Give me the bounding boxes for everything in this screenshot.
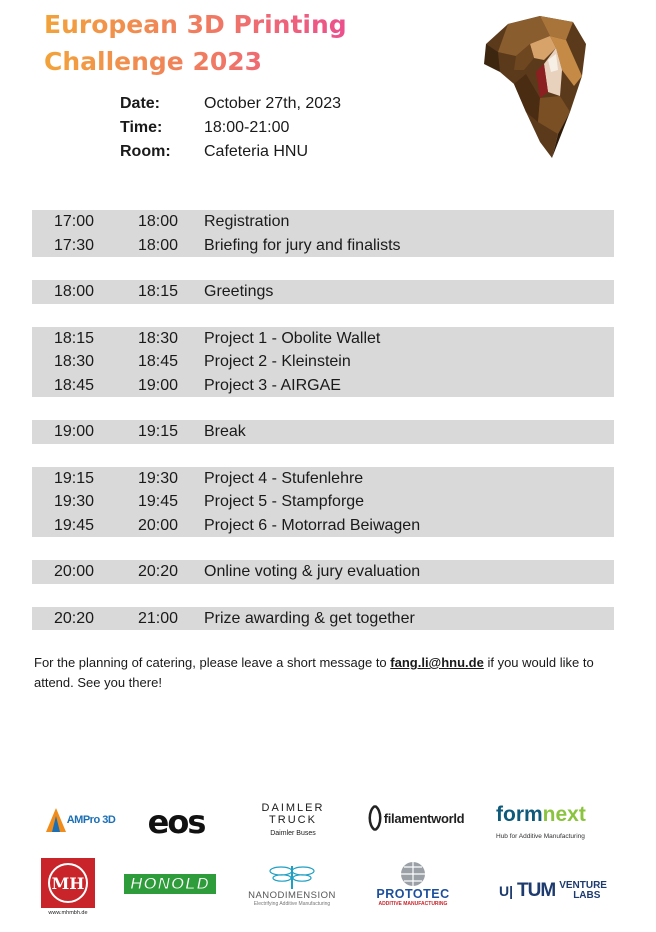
start-time: 18:00 (54, 283, 95, 300)
schedule-row (32, 560, 614, 584)
mh-logo (40, 856, 96, 918)
agenda-item: Briefing for jury and finalists (204, 236, 401, 254)
detail-value: October 27th, 2023 (204, 95, 341, 112)
ampro-mark-icon (45, 807, 67, 833)
schedule-block (32, 607, 614, 631)
nano-dimension-logo (240, 856, 344, 912)
roaring-lion-illustration (478, 14, 588, 159)
detail-label: Time: (120, 119, 163, 136)
venture-part: VENTURE (559, 880, 607, 891)
start-time: 17:30 (54, 236, 95, 254)
labs-part: LABS (573, 890, 601, 901)
dragonfly-icon (269, 862, 315, 890)
agenda-item: Project 6 - Motorrad Beiwagen (204, 516, 421, 534)
end-time: 18:45 (138, 353, 179, 370)
agenda-item: Project 3 - AIRGAE (204, 376, 341, 394)
prototec-wordmark: PROTOTEC (376, 887, 450, 901)
mh-emblem (41, 858, 95, 908)
schedule-row (32, 607, 614, 631)
formnext-part-2: next (542, 802, 586, 826)
schedule-block (32, 467, 614, 538)
agenda-item: Prize awarding & get together (204, 609, 415, 627)
daimler-truck-logo (254, 802, 332, 840)
schedule-block (32, 280, 614, 304)
agenda-item: Project 5 - Stampforge (204, 493, 365, 510)
end-time: 20:20 (138, 563, 179, 580)
formnext-part-1: form (496, 802, 543, 826)
detail-time (120, 116, 341, 140)
schedule-block (32, 327, 614, 398)
schedule-row (32, 280, 614, 304)
schedule-block (32, 560, 614, 584)
start-time: 20:00 (54, 563, 95, 580)
schedule-row (32, 514, 614, 538)
title-line-2: Challenge 2023 (44, 47, 263, 76)
detail-value: 18:00-21:00 (204, 119, 290, 136)
end-time: 19:15 (138, 423, 179, 440)
start-time: 18:30 (54, 353, 95, 370)
agenda-item: Project 4 - Stufenlehre (204, 469, 364, 487)
schedule-row (32, 374, 614, 398)
formnext-tagline: Hub for Additive Manufacturing (496, 832, 585, 840)
tum-wordmark: TUM (517, 880, 556, 901)
end-time: 18:00 (138, 213, 179, 230)
end-time: 19:45 (138, 493, 179, 510)
eos-logo (136, 803, 216, 841)
end-time: 20:00 (138, 516, 179, 534)
mh-url: www.mhmbh.de (48, 910, 88, 916)
detail-room (120, 140, 341, 164)
start-time: 19:00 (54, 423, 95, 440)
filament-spool-icon (366, 804, 384, 832)
end-time: 21:00 (138, 609, 179, 627)
start-time: 19:15 (54, 469, 95, 487)
agenda-item: Project 1 - Obolite Wallet (204, 329, 381, 347)
nano-dimension-wordmark (248, 890, 336, 901)
end-time: 18:30 (138, 329, 179, 347)
schedule-row (32, 467, 614, 491)
eos-wordmark: eos (147, 803, 205, 841)
tum-venture-labs-logo (494, 876, 612, 906)
detail-label: Date: (120, 95, 161, 112)
agenda-item: Project 2 - Kleinstein (204, 353, 351, 370)
start-time: 20:20 (54, 609, 95, 627)
ampro-3d-logo (34, 804, 126, 836)
agenda-item: Online voting & jury evaluation (204, 563, 421, 580)
agenda-item: Registration (204, 213, 290, 230)
schedule-row (32, 490, 614, 514)
note-text-before: For the planning of catering, please leave a short message to (34, 655, 391, 670)
agenda-item: Greetings (204, 283, 274, 300)
detail-label: Room: (120, 143, 171, 160)
start-time: 17:00 (54, 213, 95, 230)
daimler-buses-line: Daimler Buses (270, 830, 316, 837)
venture-labs-wordmark (559, 881, 607, 901)
event-details (120, 92, 341, 164)
ampro-wordmark: AMPro 3D (66, 814, 116, 826)
daimler-line: DAIMLER (261, 802, 325, 814)
start-time: 19:30 (54, 493, 95, 510)
schedule-row (32, 327, 614, 351)
formnext-wordmark (496, 803, 586, 827)
start-time: 18:15 (54, 329, 95, 347)
start-time: 18:45 (54, 376, 95, 394)
truck-line: TRUCK (269, 814, 317, 826)
detail-value: Cafeteria HNU (204, 143, 309, 160)
mh-mark: MH (51, 873, 85, 893)
schedule-block (32, 420, 614, 444)
detail-date (120, 92, 341, 116)
prototec-logo (364, 858, 462, 910)
formnext-logo (496, 798, 614, 844)
dimension-part: DIMENSION (277, 889, 336, 901)
prototec-tagline: ADDITIVE MANUFACTURING (378, 901, 448, 907)
prototec-globe-icon (400, 861, 426, 887)
filamentworld-wordmark: filamentworld (383, 810, 465, 826)
end-time: 19:00 (138, 376, 179, 394)
note-text-after: if you would like to attend. See you there! (34, 655, 594, 690)
filamentworld-logo (356, 802, 474, 834)
schedule-block (32, 210, 614, 257)
tum-mark-icon: U| (499, 883, 514, 899)
schedule-row (32, 234, 614, 258)
contact-email-link[interactable]: fang.li@hnu.de (390, 655, 484, 670)
event-title (44, 6, 347, 80)
end-time: 19:30 (138, 469, 179, 487)
start-time: 19:45 (54, 516, 95, 534)
end-time: 18:15 (138, 283, 179, 300)
agenda-item: Break (204, 423, 246, 440)
schedule-row (32, 210, 614, 234)
nano-tagline: Electrifying Additive Manufacturing (253, 900, 331, 907)
schedule-row (32, 350, 614, 374)
catering-note (34, 653, 624, 693)
schedule-table (32, 210, 614, 653)
schedule-row (32, 420, 614, 444)
nano-part: NANO (248, 889, 278, 901)
title-line-1: European 3D Printing (44, 10, 347, 39)
end-time: 18:00 (138, 236, 179, 254)
honold-wordmark: HONOLD (124, 874, 216, 894)
honold-logo (114, 874, 226, 894)
